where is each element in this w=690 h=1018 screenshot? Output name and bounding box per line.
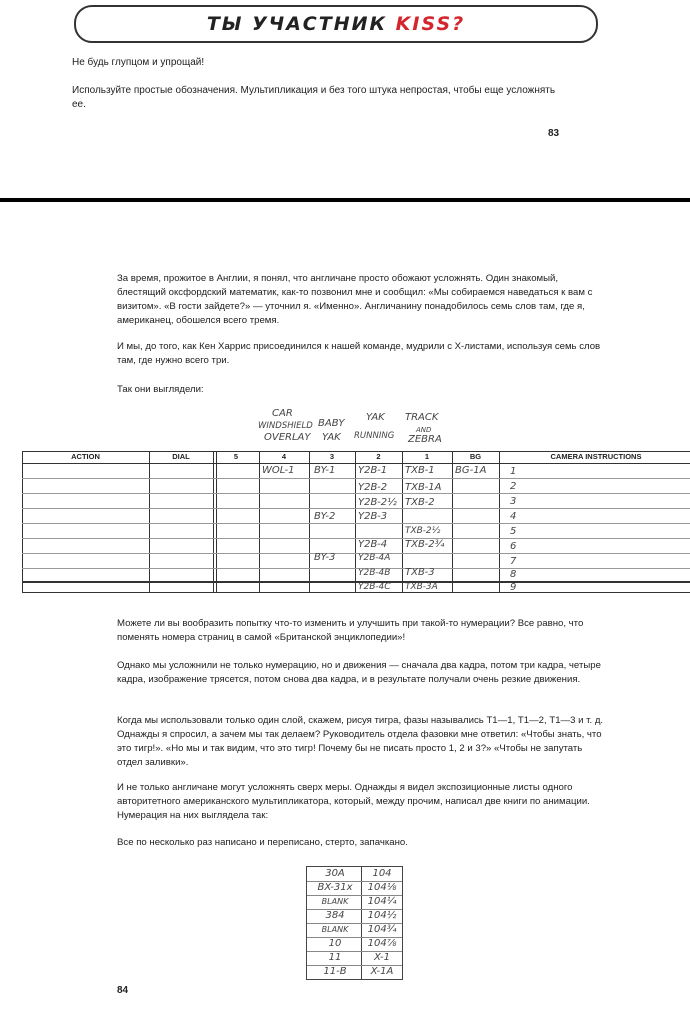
sheet-right-1: 104	[372, 868, 392, 879]
entry-y2b-3: Y2B-3	[358, 511, 388, 522]
rule-heading: Не будь глупцом и упрощай!	[72, 57, 205, 68]
col-header-3: 3	[329, 452, 335, 461]
page-number-83: 83	[548, 128, 560, 139]
entry-by-3: BY-3	[314, 552, 336, 563]
chapter-header-title: ТЫ УЧАСТНИК KISS?	[206, 13, 466, 35]
entry-wol-1: WOL-1	[262, 465, 295, 476]
sheet-right-3: 104¼	[367, 896, 397, 907]
frame-8: 8	[510, 569, 517, 580]
label-zebra: ZEBRA	[408, 434, 442, 445]
entry-txb-1a: TXB-1A	[405, 482, 442, 493]
frame-1: 1	[510, 466, 517, 477]
col-header-1: 1	[424, 452, 430, 461]
col-header-bg: BG	[469, 452, 482, 461]
frame-7: 7	[510, 556, 517, 567]
entry-txb-2three: TXB-2¾	[405, 539, 445, 550]
paragraph-american: И не только англичане могут усложнять сверх меры. Однажды я видел экспозиционные листы одного авторитетного американского мультипликатора, который, между прочим, написал две книги по анимации. Нумерация на них выглядела так:	[117, 782, 590, 821]
sheet-right-2: 104⅛	[367, 882, 397, 893]
sheet-left-2: BX-31x	[317, 882, 353, 893]
label-and: AND	[416, 426, 432, 434]
page-number-84: 84	[117, 985, 129, 996]
page-83	[0, 0, 690, 198]
frame-4: 4	[510, 511, 517, 522]
sheet-right-7: X-1	[374, 952, 390, 963]
frame-6: 6	[510, 541, 517, 552]
label-track: TRACK	[405, 412, 439, 423]
label-windshield: WINDSHIELD	[258, 421, 313, 431]
col-header-2: 2	[376, 452, 381, 461]
col-header-5: 5	[233, 452, 239, 461]
col-header-camera: CAMERA INSTRUCTIONS	[550, 452, 642, 461]
label-baby: BABY	[318, 418, 345, 429]
entry-y2b-4a: Y2B-4A	[358, 553, 391, 563]
paragraph-intro-sheet: Так они выглядели:	[117, 384, 204, 395]
label-car: CAR	[272, 408, 293, 419]
frame-3: 3	[510, 496, 517, 507]
entry-txb-2half: TXB-2½	[405, 526, 441, 536]
entry-y2b-4c: Y2B-4C	[358, 582, 391, 592]
header-title-accent: KISS?	[395, 13, 466, 35]
entry-y2b-1: Y2B-1	[358, 465, 388, 476]
sheet-left-4: 384	[325, 910, 345, 921]
sheet-right-8: X-1A	[370, 966, 394, 977]
paragraph-erased: Все по несколько раз написано и переписано, стерто, запачкано.	[117, 837, 408, 848]
paragraph-numbering: Можете ли вы вообразить попытку что-то изменить и улучшить при такой-то нумерации? Все равно, что поменять номера страниц в самой «Британской энциклопедии»!	[117, 618, 584, 643]
label-yak-2: YAK	[366, 412, 385, 423]
col-header-action: ACTION	[71, 452, 100, 461]
entry-bg-1a: BG-1A	[455, 465, 487, 476]
sheet-left-7: 11	[328, 952, 342, 963]
paragraph-motion: Однако мы усложнили не только нумерацию, но и движения — сначала два кадра, потом три кадра, четыре кадра, изображение трясется, потом снова два кадра, и в результате получали очень резкие движения.	[117, 660, 601, 685]
frame-9: 9	[510, 582, 517, 593]
sheet-left-3: BLANK	[321, 897, 349, 906]
frame-2: 2	[510, 481, 517, 492]
page-83-paragraph: Используйте простые обозначения. Мультипликация и без того штука непростая, чтобы еще усложнять ее.	[72, 85, 556, 110]
paragraph-england: За время, прожитое в Англии, я понял, что англичане просто обожают усложнять. Один знакомый, блестящий оксфордский математик, как-то позвонил мне и сообщил: «Мы собираемся наведаться к вам с визитом». «В гости зайдете?» — уточнил я. «Именно». Англичанину понадобилось семь слов там, где я, американец, обошелся всего тремя.	[117, 273, 593, 326]
label-yak-1: YAK	[322, 432, 341, 443]
dope-sheet-handwritten-labels	[250, 407, 470, 451]
entry-txb-2: TXB-2	[405, 497, 435, 508]
sheet-left-6: 10	[328, 938, 342, 949]
paragraph-x-sheets: И мы, до того, как Кен Харрис присоединился к нашей команде, мудрили с X-листами, используя семь слов там, где нужно всего три.	[117, 341, 601, 366]
entry-txb-1: TXB-1	[405, 465, 435, 476]
sheet-left-5: BLANK	[321, 925, 349, 934]
sheet-left-1: 30A	[325, 868, 345, 879]
paragraph-tiger: Когда мы использовали только один слой, скажем, рисуя тигра, фазы назывались Т1—1, Т1—2, Т1—3 и т. д. Однажды я спросил, а зачем мы так делаем? Руководитель отдела фазовки мне ответил: «Чтобы знать, что это тигр!». «Но мы и так видим, что это тигр! Почему бы не писать просто 1, 2 и 3?» «Чтобы не запутать отдел заливки».	[117, 715, 604, 768]
sheet-right-4: 104½	[367, 910, 397, 921]
col-header-4: 4	[281, 452, 287, 461]
exposure-sheet-table	[22, 451, 690, 593]
sheet-right-5: 104¾	[367, 924, 397, 935]
chapter-header-banner	[74, 5, 598, 43]
page-divider	[0, 198, 690, 202]
entry-by-1: BY-1	[314, 465, 336, 476]
col-header-dial: DIAL	[172, 452, 190, 461]
numbering-sheet-image	[306, 866, 403, 980]
entry-y2b-4: Y2B-4	[358, 539, 388, 550]
label-running: RUNNING	[354, 431, 395, 441]
entry-by-2: BY-2	[314, 511, 336, 522]
sheet-left-8: 11-B	[323, 966, 347, 977]
entry-y2b-2half: Y2B-2½	[358, 497, 397, 508]
entry-y2b-4b: Y2B-4B	[358, 568, 391, 578]
entry-y2b-2: Y2B-2	[358, 482, 388, 493]
frame-5: 5	[510, 526, 517, 537]
sheet-right-6: 104⅞	[367, 938, 397, 949]
entry-txb-3a: TXB-3A	[405, 582, 438, 592]
label-overlay: OVERLAY	[264, 432, 311, 443]
entry-txb-3: TXB-3	[405, 567, 435, 578]
